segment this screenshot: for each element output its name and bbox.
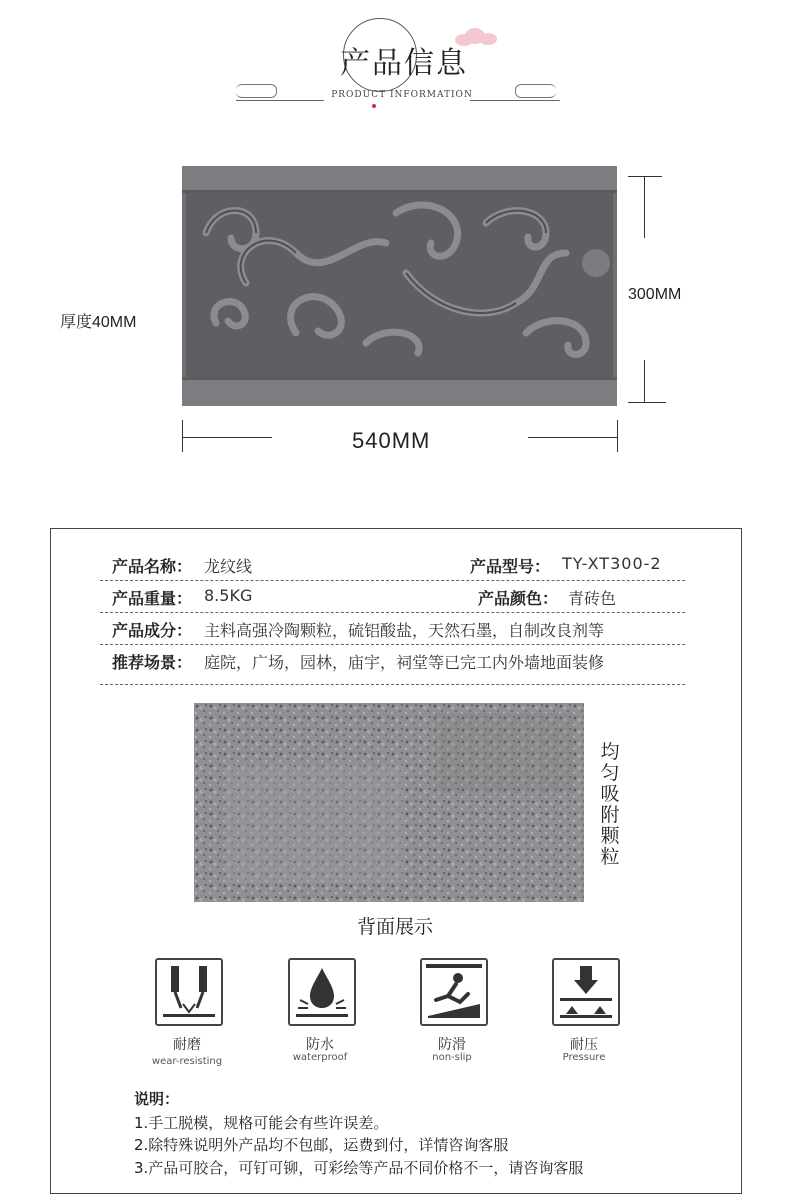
water-drop-icon <box>288 958 356 1026</box>
model-value: TY-XT300-2 <box>562 554 662 573</box>
page-subtitle: PRODUCT INFORMATION <box>331 90 473 100</box>
feature-nonslip-en: non-slip <box>432 1052 472 1063</box>
scenario-value: 庭院，广场，园林，庙宇，祠堂等已完工内外墙地面装修 <box>204 653 605 672</box>
page-title: 产品信息 <box>340 46 468 81</box>
hammer-icon <box>155 958 223 1026</box>
height-dim-bottom-tick <box>628 402 666 403</box>
width-label: 540MM <box>352 428 431 453</box>
thickness-label: 厚度40MM <box>60 314 137 331</box>
feature-wear-label: 耐磨 <box>173 1037 201 1053</box>
height-dim-top-tick <box>628 176 662 177</box>
note-item: 3.产品可胶合，可钉可铆，可彩绘等产品不同价格不一，请咨询客服 <box>134 1159 584 1177</box>
width-dim-right-line <box>528 437 618 438</box>
red-dot-decoration <box>372 104 376 108</box>
name-label: 产品名称： <box>112 557 193 576</box>
back-view-caption: 背面展示 <box>356 916 433 938</box>
height-dim-top-line <box>644 176 645 238</box>
height-label: 300MM <box>628 286 682 303</box>
row-divider <box>100 644 685 645</box>
relief-bottom-band <box>182 377 617 406</box>
header-line-right <box>470 100 560 101</box>
width-dim-left-line <box>182 437 272 438</box>
scenario-label: 推荐场景： <box>112 653 193 672</box>
swirl-right-decoration <box>515 84 556 98</box>
color-value: 青砖色 <box>568 589 617 608</box>
notes-title: 说明： <box>134 1090 180 1108</box>
width-dim-right-tick <box>617 420 618 452</box>
model-label: 产品型号： <box>470 557 551 576</box>
relief-carving-field <box>186 193 613 377</box>
granule-texture-svg <box>194 703 584 902</box>
pressure-icon <box>552 958 620 1026</box>
feature-wear-en: wear-resisting <box>151 1056 223 1067</box>
back-texture-image <box>194 703 584 902</box>
row-divider <box>100 612 685 613</box>
slip-person-icon <box>420 958 488 1026</box>
header-line-left <box>236 100 324 101</box>
row-divider <box>100 580 685 581</box>
feature-pressure-en: Pressure <box>562 1052 606 1063</box>
note-item: 2.除特殊说明外产品均不包邮，运费到付，详情咨询客服 <box>134 1136 509 1154</box>
composition-value: 主料高强冷陶颗粒，硫铝酸盐，天然石墨，自制改良剂等 <box>204 621 605 640</box>
composition-label: 产品成分： <box>112 621 193 640</box>
feature-pressure-label: 耐压 <box>570 1037 598 1053</box>
weight-label: 产品重量： <box>112 589 193 608</box>
dragon-relief-image <box>182 166 617 406</box>
color-label: 产品颜色： <box>478 589 559 608</box>
swirl-left-decoration <box>236 84 277 98</box>
row-divider <box>100 684 685 685</box>
name-value: 龙纹线 <box>204 557 253 576</box>
feature-waterproof-label: 防水 <box>306 1037 334 1053</box>
note-item: 1.手工脱模，规格可能会有些许误差。 <box>134 1114 389 1132</box>
weight-value: 8.5KG <box>204 586 253 605</box>
feature-waterproof-en: waterproof <box>292 1052 348 1063</box>
feature-nonslip-label: 防滑 <box>438 1037 466 1053</box>
dragon-pattern-svg <box>186 193 613 377</box>
relief-top-band <box>182 166 617 193</box>
granule-side-text: 均匀吸附颗粒 <box>600 741 620 868</box>
width-dim-left-tick <box>182 420 183 452</box>
height-dim-bottom-line <box>644 360 645 402</box>
